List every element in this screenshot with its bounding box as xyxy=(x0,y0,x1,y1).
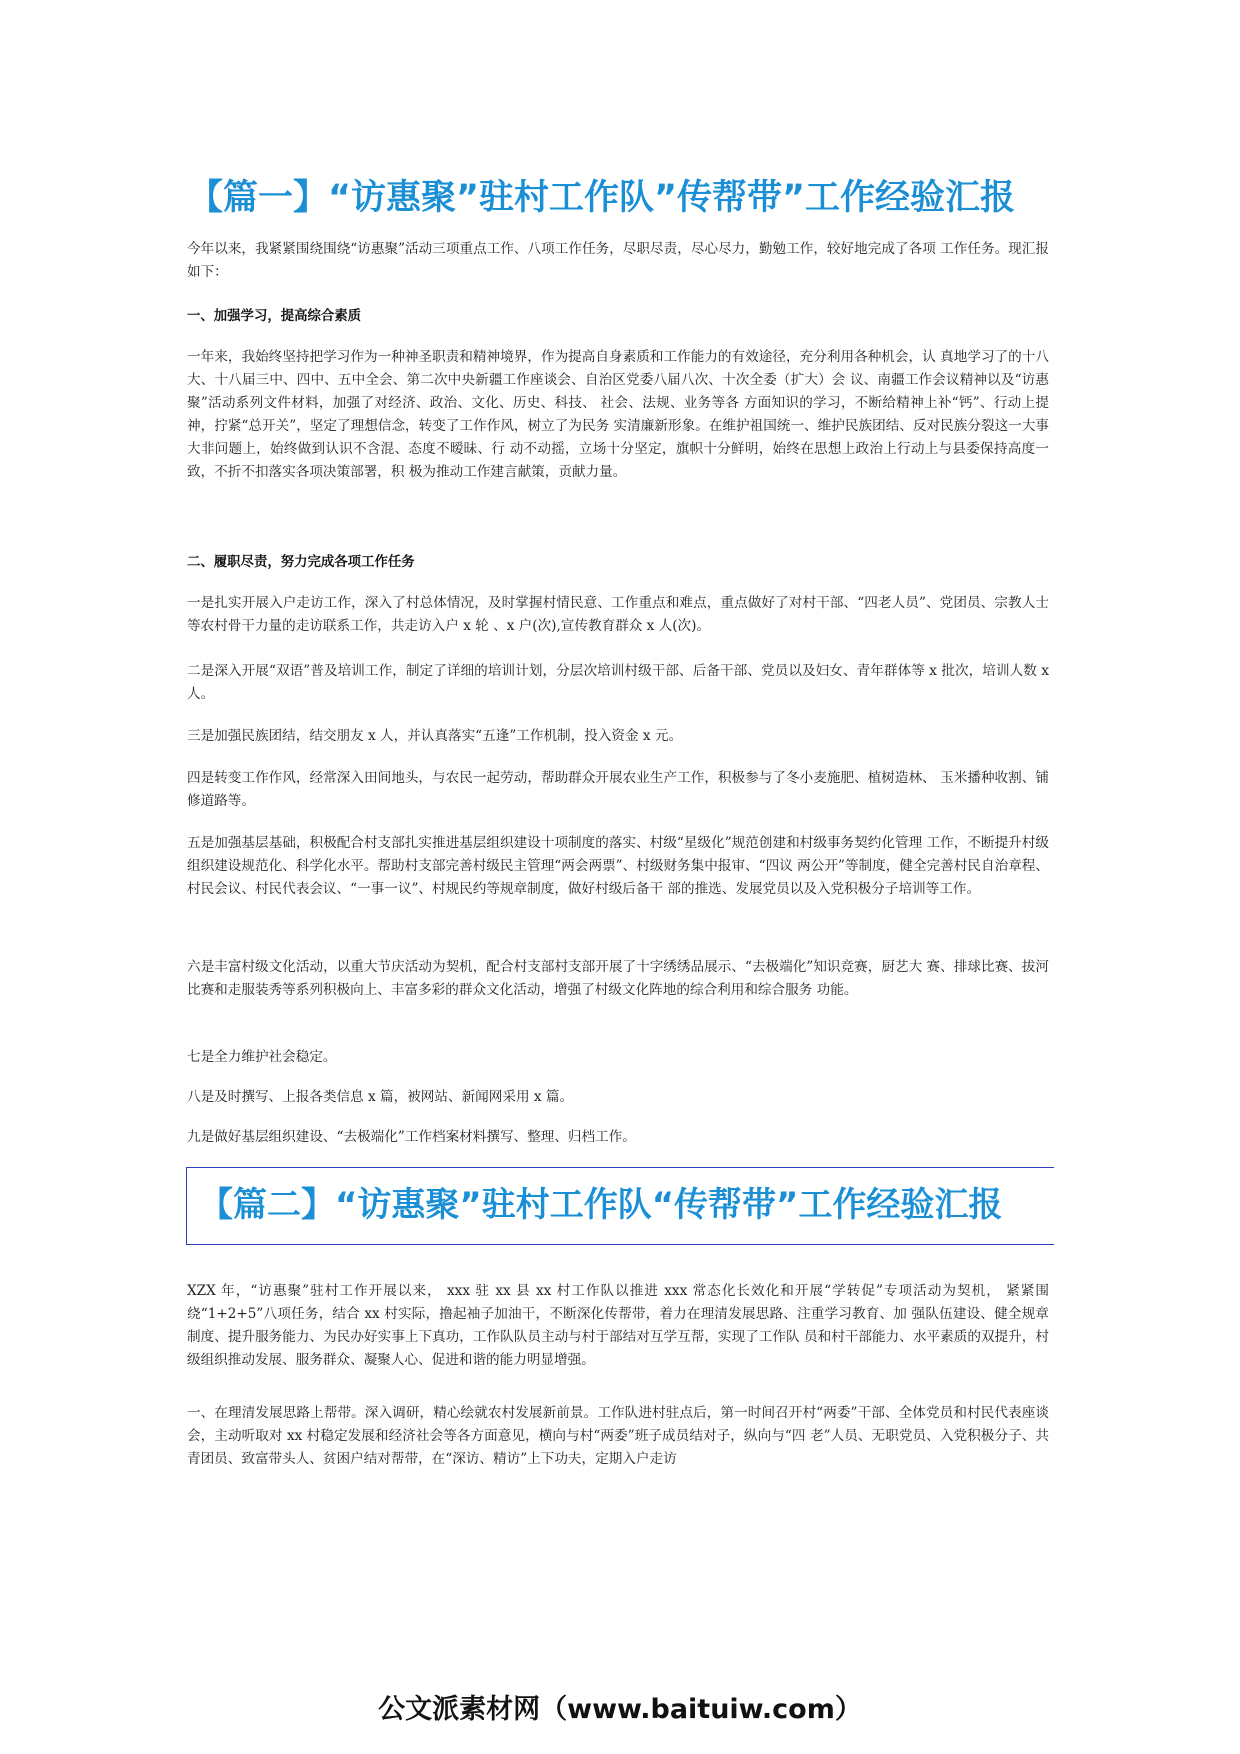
task-item-text: 八是及时撰写、上报各类信息 x 篇，被网站、新闻网采用 x 篇。 xyxy=(187,1089,574,1105)
task-item-text: 三是加强民族团结，结交朋友 x 人，并认真落实“五逢”工作机制，投入资金 x 元。 xyxy=(187,728,683,744)
task-item-text: 六是丰富村级文化活动，以重大节庆活动为契机，配合村支部村支部开展了十字绣绣品展示、“去极端化”知识竞赛，厨艺大 赛、排球比赛、拔河比赛和走服装秀等系列积极向上、丰富多彩的群众文化活动，增强了村级文化阵地的综合利用和综合服务 功能。 xyxy=(187,959,1049,998)
task-item-text: 二是深入开展“双语”普及培训工作，制定了详细的培训计划，分层次培训村级干部、后备干部、党员以及妇女、青年群体等 x 批次，培训人数 x 人。 xyxy=(187,663,1049,702)
task-item-text: 五是加强基层基础，积极配合村支部扎实推进基层组织建设十项制度的落实、村级“星级化”规范创建和村级事务契约化管理 工作，不断提升村级组织建设规范化、科学化水平。帮助村支部完善村级民主管理“两会两票”、村级财务集中报审、“四议 两公开”等制度，健全完善村民自治章程、村民会议、村民代表会议、“一事一议”、村规民约等规章制度，做好村级后备干 部的推选、发展党员以及入党积极分子培训等工作。 xyxy=(187,835,1049,897)
article-two-title-box xyxy=(186,1167,1054,1245)
intro-paragraph: 今年以来，我紧紧围绕围绕“访惠聚”活动三项重点工作、八项工作任务，尽职尽责，尽心尽力，勤勉工作，较好地完成了各项 工作任务。现汇报如下： xyxy=(187,241,1049,280)
task-item-1 xyxy=(187,592,1049,638)
article-two-title: 【篇二】“访惠聚”驻村工作队“传帮带”工作经验汇报 xyxy=(199,1185,1003,1225)
development-ideas-paragraph: 一、在理清发展思路上帮带。深入调研，精心绘就农村发展新前景。工作队进村驻点后，第一时间召开村“两委”干部、全体党员和村民代表座谈会，主动听取对 xx 村稳定发展和经济社会等各方面意见，横向与村“两委”班子成员结对子，纵向与“四 老”人员、无职党员、入党积极分子、共青团员、致富带头人、贫困户结对帮带，在“深访、精访”上下功夫，定期入户走访 xyxy=(187,1405,1049,1467)
section-heading-1 xyxy=(187,306,1049,328)
article-two-intro xyxy=(187,1280,1049,1372)
task-item-6 xyxy=(187,956,1049,1002)
task-item-7 xyxy=(187,1046,1049,1069)
article-two-intro-paragraph: XZX 年，“访惠聚”驻村工作开展以来， xxx 驻 xx 县 xx 村工作队以推进 xxx 常态化长效化和开展“学转促”专项活动为契机， 紧紧围绕“1+2+5”八项任务，结合 xx 村实际，撸起袖子加油干，不断深化传帮带，着力在理清发展思路、注重学习教育、加 强队伍建设、健全规章制度、提升服务能力、为民办好实事上下真功，工作队队员主动与村于部结对互学互帮，实现了工作队 员和村干部能力、水平素质的双提升，村级组织推动发展、服务群众、凝聚人心、促进和谐的能力明显增强。 xyxy=(187,1283,1049,1368)
article-one-title: 【篇一】“访惠聚”驻村工作队”传帮带”工作经验汇报 xyxy=(188,178,1016,218)
task-item-text: 七是全力维护社会稳定。 xyxy=(187,1049,337,1065)
task-item-text: 一是扎实开展入户走访工作，深入了村总体情况，及时掌握村情民意、工作重点和难点，重点做好了对村干部、“四老人员”、党团员、宗教人士等农村骨干力量的走访联系工作，共走访入户 x 轮 、x 户(次),宣传教育群众 x 人(次)。 xyxy=(187,595,1049,634)
task-item-2 xyxy=(187,660,1049,706)
task-item-4 xyxy=(187,767,1049,813)
task-item-8 xyxy=(187,1086,1049,1109)
section-1-body xyxy=(187,346,1049,484)
article-one-intro xyxy=(187,238,1049,284)
task-item-5 xyxy=(187,832,1049,901)
heading-strengthen-study: 一、加强学习，提高综合素质 xyxy=(187,309,362,324)
task-item-text: 九是做好基层组织建设、“去极端化”工作档案材料撰写、整理、归档工作。 xyxy=(187,1129,636,1145)
task-item-3 xyxy=(187,725,1049,748)
task-item-text: 四是转变工作作风，经常深入田间地头，与农民一起劳动，帮助群众开展农业生产工作，积极参与了冬小麦施肥、植树造林、 玉米播种收割、铺修道路等。 xyxy=(187,770,1049,809)
section-heading-2 xyxy=(187,552,1049,574)
task-item-9 xyxy=(187,1126,1049,1149)
footer-watermark: 公文派素材网（www.baituiw.com） xyxy=(378,1694,862,1725)
heading-fulfill-duties: 二、履职尽责，努力完成各项工作任务 xyxy=(187,555,415,570)
study-paragraph: 一年来，我始终坚持把学习作为一种神圣职责和精神境界，作为提高自身素质和工作能力的有效途径，充分利用各种机会，认 真地学习了的十八大、十八届三中、四中、五中全会、第二次中央新疆工作座谈会、自治区党委八届八次、十次全委（扩大）会 议、南疆工作会议精神以及“访惠聚”活动系列文件材料，加强了对经济、政治、文化、历史、科技、 社会、法规、业务等各 方面知识的学习，不断给精神上补“钙”、行动上提神，拧紧“总开关”，坚定了理想信念，转变了工作作风，树立了为民务 实清廉新形象。在维护祖国统一、维护民族团结、反对民族分裂这一大事大非问题上，始终做到认识不含混、态度不暧昧、行 动不动摇，立场十分坚定，旗帜十分鲜明，始终在思想上政治上行动上与县委保持高度一致，不折不扣落实各项决策部署，积 极为推动工作建言献策，贡献力量。 xyxy=(187,349,1049,480)
article-two-section-1 xyxy=(187,1402,1049,1471)
